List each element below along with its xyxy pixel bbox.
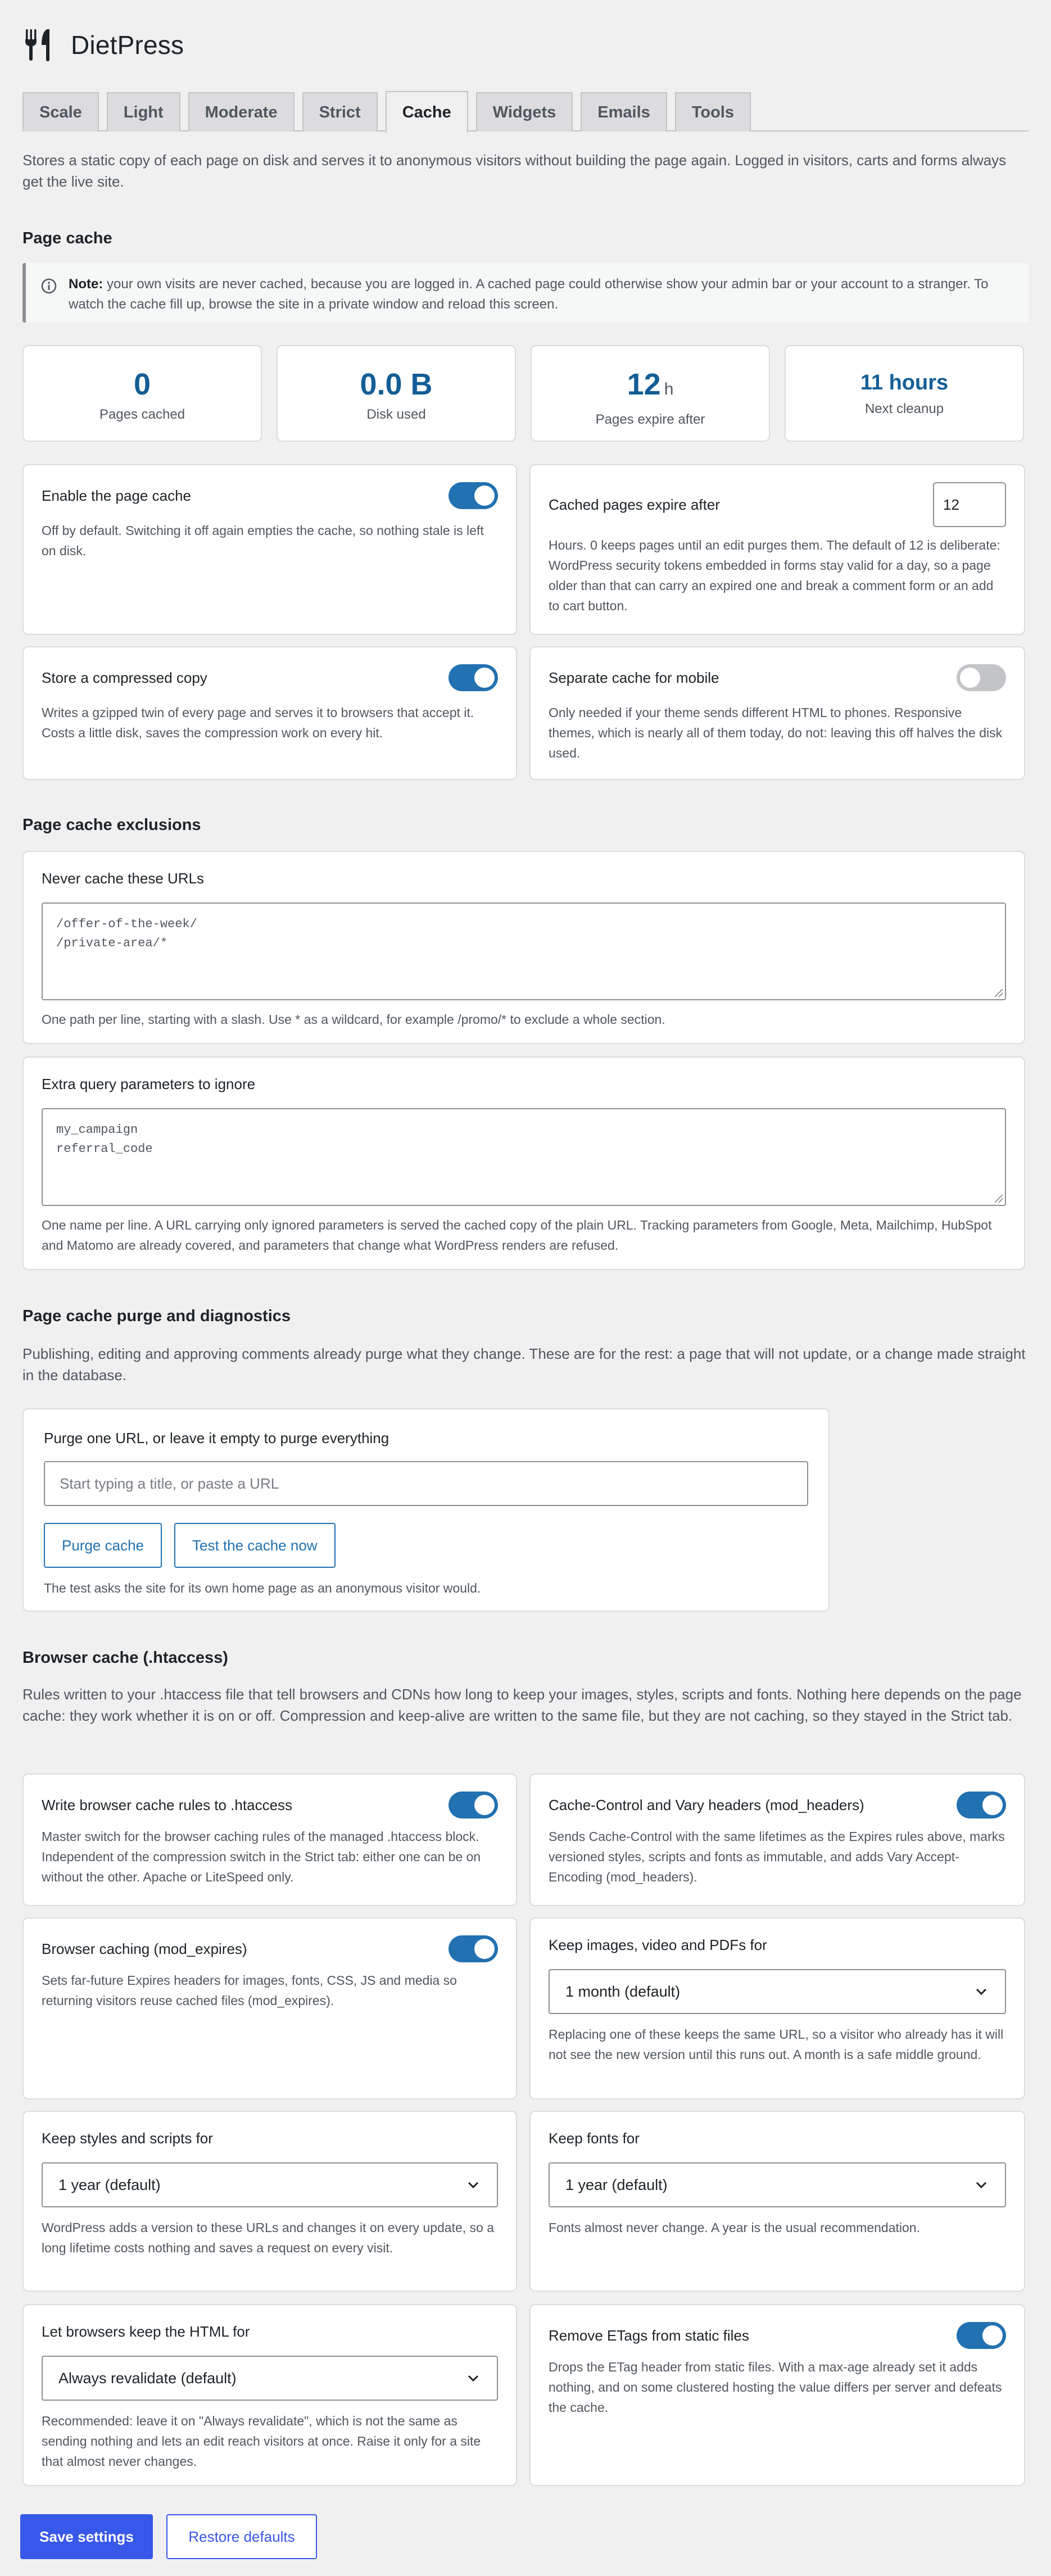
never-cache-desc: One path per line, starting with a slash. Use * as a wildcard, for example /promo/* to exclude a whole section. — [42, 1012, 665, 1027]
write-rules-toggle[interactable] — [449, 1792, 498, 1818]
etags-toggle[interactable] — [957, 2322, 1006, 2349]
mobile-card — [529, 646, 1025, 780]
enable-cache-title: Enable the page cache — [42, 487, 191, 504]
expires-title: Browser caching (mod_expires) — [42, 1940, 247, 1957]
textarea-line: my_campaign — [56, 1123, 138, 1137]
tab-strict[interactable]: Strict — [302, 92, 378, 131]
expires-desc: Sets far-future Expires headers for images, fonts, CSS, JS and media so returning visitors reuse cached files (mod_expires). — [42, 1973, 457, 2008]
styles-lifetime-select[interactable] — [42, 2162, 498, 2207]
app-header — [22, 22, 184, 67]
html-card — [22, 2304, 517, 2486]
chevron-down-icon — [973, 2177, 989, 2193]
expire-hours-input[interactable]: 12 — [933, 482, 1006, 527]
compressed-card — [22, 646, 517, 780]
cache-intro: Stores a static copy of each page on disk and serves it to anonymous visitors without building the page again. Logged in visitors, carts and forms always get the live site. — [22, 152, 1007, 190]
tab-emails[interactable]: Emails — [581, 92, 667, 131]
enable-cache-toggle[interactable] — [449, 482, 498, 509]
notice-body: your own visits are never cached, because you are logged in. A cached page could otherwise show your admin bar or your account to a stranger. To watch the cache fill up, browse the site in a private window and reload this screen. — [69, 276, 989, 312]
stat-expire-after — [531, 345, 770, 442]
stat-pages-cached — [22, 345, 262, 442]
mobile-toggle[interactable] — [957, 664, 1006, 691]
textarea-line: /offer-of-the-week/ — [56, 917, 197, 931]
html-selected: Always revalidate (default) — [58, 2369, 237, 2387]
fonts-lifetime-select[interactable] — [549, 2162, 1006, 2207]
mobile-desc: Only needed if your theme sends different HTML to phones. Responsive themes, which is nearly all of them today, do not: leaving this off halves the disk used. — [549, 705, 1003, 760]
ignore-params-textarea[interactable] — [42, 1108, 1006, 1206]
stat-label: Pages expire after — [595, 412, 705, 427]
enable-cache-desc: Off by default. Switching it off again empties the cache, so nothing stale is left on disk. — [42, 523, 484, 558]
images-card — [529, 1917, 1025, 2099]
never-cache-textarea[interactable] — [42, 902, 1006, 1000]
etags-desc: Drops the ETag header from static files. With a max-age already set it adds nothing, and on some clustered hosting the value differs per server and defeats the cache. — [549, 2360, 1002, 2415]
page-cache-heading: Page cache — [22, 229, 112, 247]
fonts-title: Keep fonts for — [549, 2130, 640, 2147]
expire-title: Cached pages expire after — [549, 496, 720, 513]
stat-value — [532, 368, 769, 406]
resize-grip-icon[interactable] — [995, 989, 1003, 997]
purge-card — [22, 1408, 830, 1612]
restore-defaults-button[interactable]: Restore defaults — [166, 2514, 317, 2559]
write-rules-desc: Master switch for the browser caching rules of the managed .htaccess block. Independent of the compression switch in the Strict tab: either one can be on without the other. Apache or LiteSpeed only. — [42, 1829, 481, 1884]
chevron-down-icon — [465, 2177, 481, 2193]
tab-moderate[interactable]: Moderate — [188, 92, 295, 131]
styles-selected: 1 year (default) — [58, 2176, 161, 2193]
notice-strong: Note: — [69, 276, 103, 292]
purge-heading: Page cache purge and diagnostics — [22, 1307, 291, 1325]
purge-cache-button[interactable]: Purge cache — [44, 1523, 162, 1568]
styles-card — [22, 2111, 517, 2292]
write-rules-card — [22, 1774, 517, 1906]
browser-cache-heading: Browser cache (.htaccess) — [22, 1649, 228, 1667]
info-icon — [40, 278, 57, 294]
stat-label: Pages cached — [99, 407, 185, 422]
resize-grip-icon[interactable] — [995, 1195, 1003, 1203]
purge-intro: Publishing, editing and approving comments already purge what they change. These are for the rest: a page that will not update, or a change made straight in the database. — [22, 1345, 1026, 1384]
expires-card — [22, 1917, 517, 2099]
stat-value: 0.0 B — [360, 368, 433, 401]
never-cache-title: Never cache these URLs — [42, 870, 205, 887]
textarea-line: referral_code — [56, 1142, 153, 1156]
compressed-desc: Writes a gzipped twin of every page and serves it to browsers that accept it. Costs a little disk, saves the compression work on every hit. — [42, 705, 474, 740]
app-title: DietPress — [71, 30, 184, 60]
ignore-params-desc: One name per line. A URL carrying only ignored parameters is served the cached copy of the plain URL. Tracking parameters from Google, Meta, Mailchimp, HubSpot and Matomo are already covered, and parameters that change what WordPress renders are refused. — [42, 1218, 992, 1253]
ignore-params-title: Extra query parameters to ignore — [42, 1076, 256, 1092]
headers-desc: Sends Cache-Control with the same lifetimes as the Expires rules above, marks versioned styles, scripts and fonts as immutable, and adds Vary Accept-Encoding (mod_headers). — [549, 1829, 1005, 1884]
etags-title: Remove ETags from static files — [549, 2327, 749, 2344]
stat-label: Next cleanup — [864, 401, 944, 416]
tab-cache[interactable]: Cache — [386, 91, 468, 133]
notice-text — [69, 274, 1012, 323]
images-lifetime-select[interactable] — [549, 1969, 1006, 2014]
compressed-toggle[interactable] — [449, 664, 498, 691]
html-title: Let browsers keep the HTML for — [42, 2323, 250, 2340]
purge-url-input[interactable] — [44, 1461, 808, 1506]
chevron-down-icon — [465, 2370, 481, 2386]
purge-label: Purge one URL, or leave it empty to purge everything — [44, 1430, 389, 1446]
stat-number: 12 — [627, 368, 661, 401]
stat-next-cleanup — [785, 345, 1024, 442]
tab-widgets[interactable]: Widgets — [476, 92, 573, 131]
styles-desc: WordPress adds a version to these URLs and changes it on every update, so a long lifetime costs nothing and saves a request on every visit. — [42, 2220, 495, 2255]
ignore-params-card — [22, 1056, 1025, 1270]
write-rules-title: Write browser cache rules to .htaccess — [42, 1797, 293, 1813]
chevron-down-icon — [973, 1984, 989, 1999]
save-settings-button[interactable]: Save settings — [20, 2514, 153, 2559]
tab-light[interactable]: Light — [107, 92, 180, 131]
stat-value: 0 — [133, 368, 151, 401]
headers-card — [529, 1774, 1025, 1906]
headers-title: Cache-Control and Vary headers (mod_headers) — [549, 1797, 864, 1813]
compressed-title: Store a compressed copy — [42, 669, 207, 686]
tab-bar — [22, 90, 1029, 131]
stat-disk-used — [277, 345, 516, 442]
never-cache-card — [22, 851, 1025, 1044]
exclusions-heading: Page cache exclusions — [22, 816, 201, 834]
expires-toggle[interactable] — [449, 1935, 498, 1962]
expire-card — [529, 464, 1025, 635]
purge-url-placeholder: Start typing a title, or paste a URL — [60, 1475, 279, 1492]
images-title: Keep images, video and PDFs for — [549, 1936, 767, 1953]
fonts-card — [529, 2111, 1025, 2292]
stat-label: Disk used — [366, 407, 426, 422]
mobile-title: Separate cache for mobile — [549, 669, 719, 686]
headers-toggle[interactable] — [957, 1792, 1006, 1818]
textarea-line: /private-area/* — [56, 936, 168, 950]
expire-desc: Hours. 0 keeps pages until an edit purges them. The default of 12 is deliberate: WordPress security tokens embedded in forms stay valid for a day, so a page older than that can carry an expired one and break a comment form or an add to cart button. — [549, 538, 1000, 613]
fork-knife-icon — [22, 27, 58, 63]
html-desc: Recommended: leave it on "Always revalidate", which is not the same as sending nothing and lets an edit reach visitors at once. Raise it only for a site that almost never changes. — [42, 2414, 481, 2469]
enable-cache-card — [22, 464, 517, 635]
tab-tools[interactable]: Tools — [675, 92, 751, 131]
browser-cache-intro: Rules written to your .htaccess file that tell browsers and CDNs how long to keep your images, styles, scripts and fonts. Nothing here depends on the page cache: they work whether it is on or off. Compression and keep-alive are written to the same file, but they are not caching, so they stayed in the Strict tab. — [22, 1686, 1022, 1724]
fonts-desc: Fonts almost never change. A year is the usual recommendation. — [549, 2220, 920, 2235]
styles-title: Keep styles and scripts for — [42, 2130, 213, 2147]
fonts-selected: 1 year (default) — [565, 2176, 668, 2193]
images-desc: Replacing one of these keeps the same URL, so a visitor who already has it will not see the new version until this runs out. A month is a safe middle ground. — [549, 2027, 1004, 2062]
logged-in-notice — [22, 263, 1029, 323]
images-selected: 1 month (default) — [565, 1983, 681, 2000]
stat-value: 11 hours — [860, 371, 949, 394]
html-lifetime-select[interactable] — [42, 2356, 498, 2401]
purge-note: The test asks the site for its own home page as an anonymous visitor would. — [44, 1581, 481, 1595]
etags-card — [529, 2304, 1025, 2486]
stat-unit: h — [664, 380, 674, 398]
tab-scale[interactable]: Scale — [22, 92, 99, 131]
test-cache-button[interactable]: Test the cache now — [174, 1523, 336, 1568]
